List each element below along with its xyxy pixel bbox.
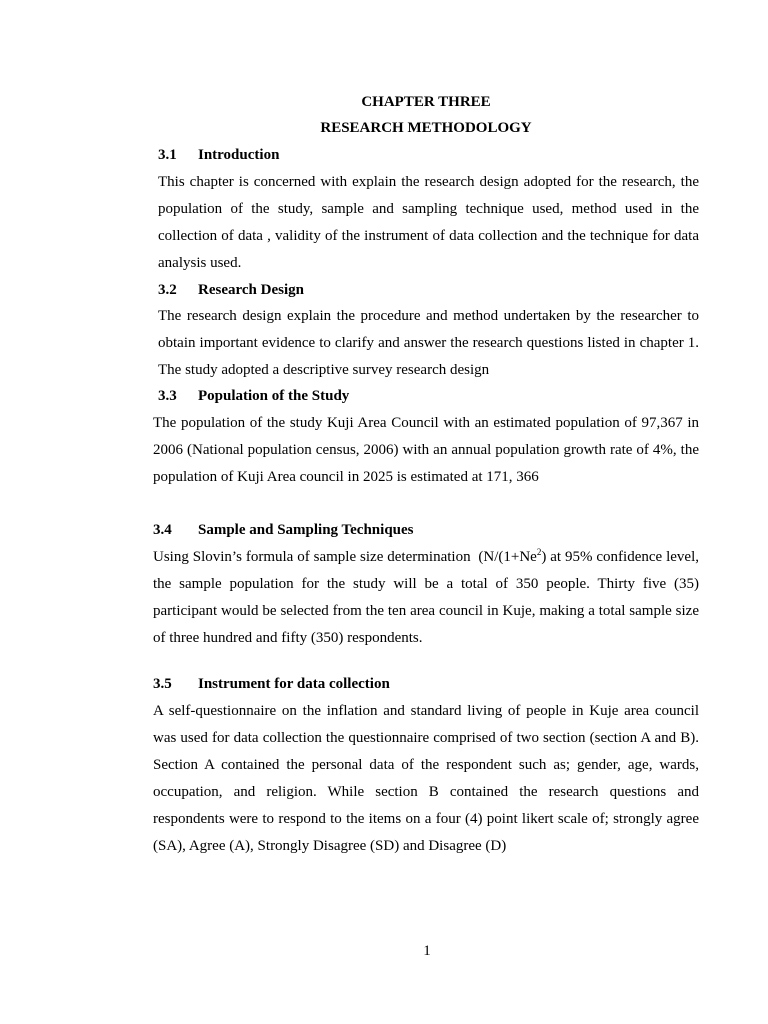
chapter-title: CHAPTER THREE xyxy=(361,94,491,110)
section-heading-population xyxy=(158,383,349,410)
section-heading-instrument xyxy=(153,671,390,698)
formula-text-post: ) at 95% confidence level, xyxy=(541,549,699,565)
section-number: 3.1 xyxy=(158,147,177,163)
section-heading-research-design xyxy=(158,277,304,304)
section-number: 3.3 xyxy=(158,388,177,404)
section-number: 3.2 xyxy=(158,282,177,298)
formula-exponent: 2 xyxy=(536,547,542,557)
paragraph-line: population of Kuji Area council in 2025 is estimated at 171, 366 xyxy=(153,469,539,485)
paragraph-line: (SA), Agree (A), Strongly Disagree (SD) and Disagree (D) xyxy=(153,838,507,854)
formula-text-pre: Using Slovin’s formula of sample size determination (N/(1+Ne xyxy=(153,549,537,565)
section-number: 3.5 xyxy=(153,676,172,692)
paragraph-line: participant would be selected from the ten area council in Kuje, making a total sample size xyxy=(153,603,699,619)
paragraph-line: Section A contained the personal data of the respondent such as; gender, age, wards, xyxy=(153,757,699,773)
paragraph-line: respondents were to respond to the items on a four (4) point likert scale of; strongly agree xyxy=(153,811,699,827)
paragraph-introduction xyxy=(158,169,699,277)
section-title: Introduction xyxy=(198,147,280,163)
paragraph-line: was used for data collection the questionnaire comprised of two section (section A and B). xyxy=(153,730,699,746)
paragraph-instrument xyxy=(153,698,699,860)
paragraph-line: analysis used. xyxy=(158,255,242,271)
paragraph-population xyxy=(153,410,699,491)
paragraph-line: The population of the study Kuji Area Council with an estimated population of 97,367 in xyxy=(153,415,699,431)
paragraph-line: A self-questionnaire on the inflation and standard living of people in Kuje area council xyxy=(153,703,699,719)
paragraph-research-design xyxy=(158,303,699,384)
section-title: Sample and Sampling Techniques xyxy=(198,522,414,538)
paragraph-line: of three hundred and fifty (350) respondents. xyxy=(153,630,423,646)
paragraph-sampling xyxy=(153,544,699,652)
paragraph-line-formula xyxy=(153,544,699,571)
section-number: 3.4 xyxy=(153,522,172,538)
paragraph-line: the sample population for the study will be a total of 350 people. Thirty five (35) xyxy=(153,576,699,592)
paragraph-line: collection of data , validity of the instrument of data collection and the technique for data xyxy=(158,228,699,244)
paragraph-line: occupation, and religion. While section B contained the research questions and xyxy=(153,784,699,800)
chapter-subtitle: RESEARCH METHODOLOGY xyxy=(320,120,532,136)
section-heading-sampling xyxy=(153,517,414,544)
paragraph-line: This chapter is concerned with explain the research design adopted for the research, the xyxy=(158,174,699,190)
section-heading-introduction xyxy=(158,142,279,169)
paragraph-line: population of the study, sample and sampling technique used, method used in the xyxy=(158,201,699,217)
section-title: Instrument for data collection xyxy=(198,676,390,692)
page-number: 1 xyxy=(423,943,431,959)
paragraph-line: 2006 (National population census, 2006) with an annual population growth rate of 4%, the xyxy=(153,442,699,458)
paragraph-line: The research design explain the procedure and method undertaken by the researcher to xyxy=(158,308,699,324)
paragraph-line: obtain important evidence to clarify and answer the research questions listed in chapter 1. xyxy=(158,335,699,351)
paragraph-line: The study adopted a descriptive survey research design xyxy=(158,362,490,378)
section-title: Research Design xyxy=(198,282,304,298)
section-title: Population of the Study xyxy=(198,388,350,404)
